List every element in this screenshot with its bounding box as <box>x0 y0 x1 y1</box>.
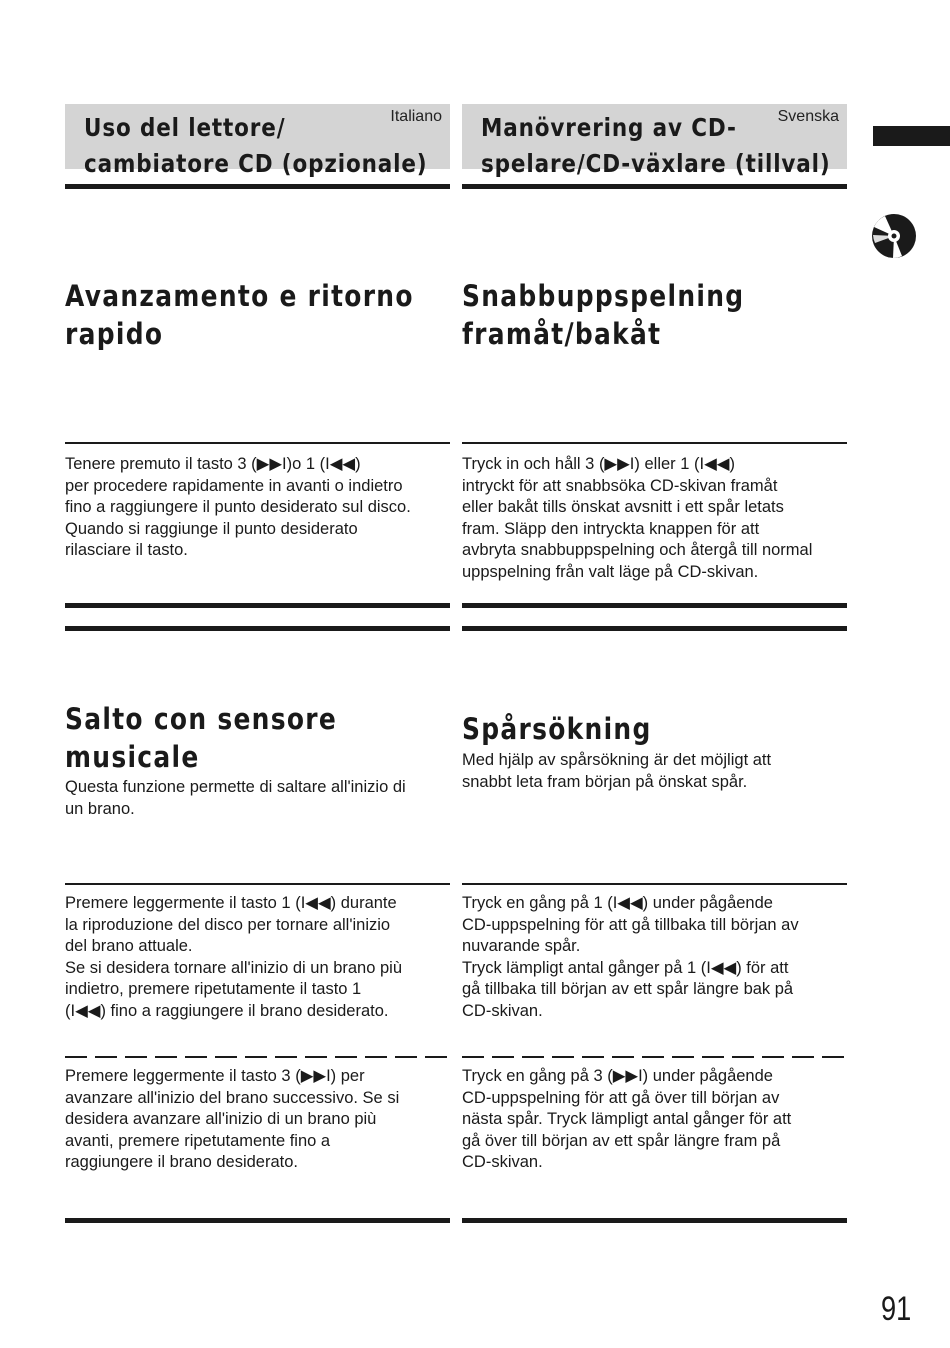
instruction-text: Tenere premuto il tasto 3 (▶▶I)o 1 (I◀◀) per procedere rapidamente in avanti o indietro fino a raggiungere il punto desiderato sul disco. Quando si raggiunge il punto desiderato rilasciare il tasto. <box>65 455 411 559</box>
section-end-rule <box>65 603 450 608</box>
instruction-text: Tryck in och håll 3 (▶▶I) eller 1 (I◀◀) intryckt för att snabbsöka CD-skivan framåt eller bakåt tills önskat avsnitt i ett spår letats fram. Släpp den intryckta knappen för att avbryta snabbuppspelning och återgå till normal uppspelning från valt läge på CD-skivan. <box>462 455 813 581</box>
section-intro: Med hjälp av spårsökning är det möjligt att snabbt leta fram början på önskat spår. <box>462 751 772 791</box>
section-intro: Questa funzione permette di saltare all'inizio di un brano. <box>65 778 406 818</box>
dashed-divider <box>462 1056 847 1058</box>
instruction-text: Tryck en gång på 1 (I◀◀) under pågående CD-uppspelning för att gå tillbaka till början av nuvarande spår. Tryck lämpligt antal gånger på 1 (I◀◀) för att gå tillbaka till början av ett spår längre bak på CD-skivan. <box>462 894 799 1020</box>
section-title: Spårsökning <box>462 712 652 746</box>
header-divider <box>462 184 847 189</box>
section-end-rule <box>462 1218 847 1223</box>
instruction-text: Tryck en gång på 3 (▶▶I) under pågående CD-uppspelning för att gå över till början av nästa spår. Tryck lämpligt antal gånger för att gå över till början av ett spår längre fram på CD-skivan. <box>462 1067 792 1171</box>
section-rule <box>462 883 847 885</box>
instruction-text: Premere leggermente il tasto 3 (▶▶I) per avanzare all'inizio del brano successivo. Se si desidera avanzare all'inizio di un brano più avanti, premere ripetutamente fino a raggiungere il brano desiderato. <box>65 1067 400 1171</box>
section-skip-italian <box>65 626 450 1226</box>
section-end-rule <box>462 603 847 608</box>
header-swedish <box>462 104 847 194</box>
section-title: Salto con sensore musicale <box>65 702 338 774</box>
header-italian <box>65 104 450 194</box>
section-title: Snabbuppspelning framåt/bakåt <box>462 279 745 351</box>
section-rule <box>65 442 450 444</box>
instruction-text: Premere leggermente il tasto 1 (I◀◀) durante la riproduzione del disco per tornare all'inizio del brano attuale. Se si desidera tornare all'inizio di un brano più indietro, premere ripetutamente il tasto 1 (I◀◀) fino a raggiungere il brano desiderato. <box>65 894 403 1020</box>
section-start-rule <box>65 626 450 631</box>
section-rule <box>462 442 847 444</box>
language-label-italian: Italiano <box>390 108 442 125</box>
page-number: 91 <box>881 1290 912 1328</box>
header-divider <box>65 184 450 189</box>
header-title-italian: Uso del lettore/ cambiatore CD (opzionale) <box>84 113 428 178</box>
dashed-divider <box>65 1056 450 1058</box>
section-skip-swedish <box>462 626 847 1226</box>
section-fast-swedish <box>462 277 847 613</box>
section-fast-italian <box>65 277 450 613</box>
section-tab-marker <box>873 126 950 146</box>
header-title-swedish: Manövrering av CD- spelare/CD-växlare (tillval) <box>481 113 831 178</box>
section-rule <box>65 883 450 885</box>
language-label-swedish: Svenska <box>777 108 839 125</box>
cd-disc-icon <box>871 213 917 259</box>
section-title: Avanzamento e ritorno rapido <box>65 279 414 351</box>
section-end-rule <box>65 1218 450 1223</box>
section-start-rule <box>462 626 847 631</box>
